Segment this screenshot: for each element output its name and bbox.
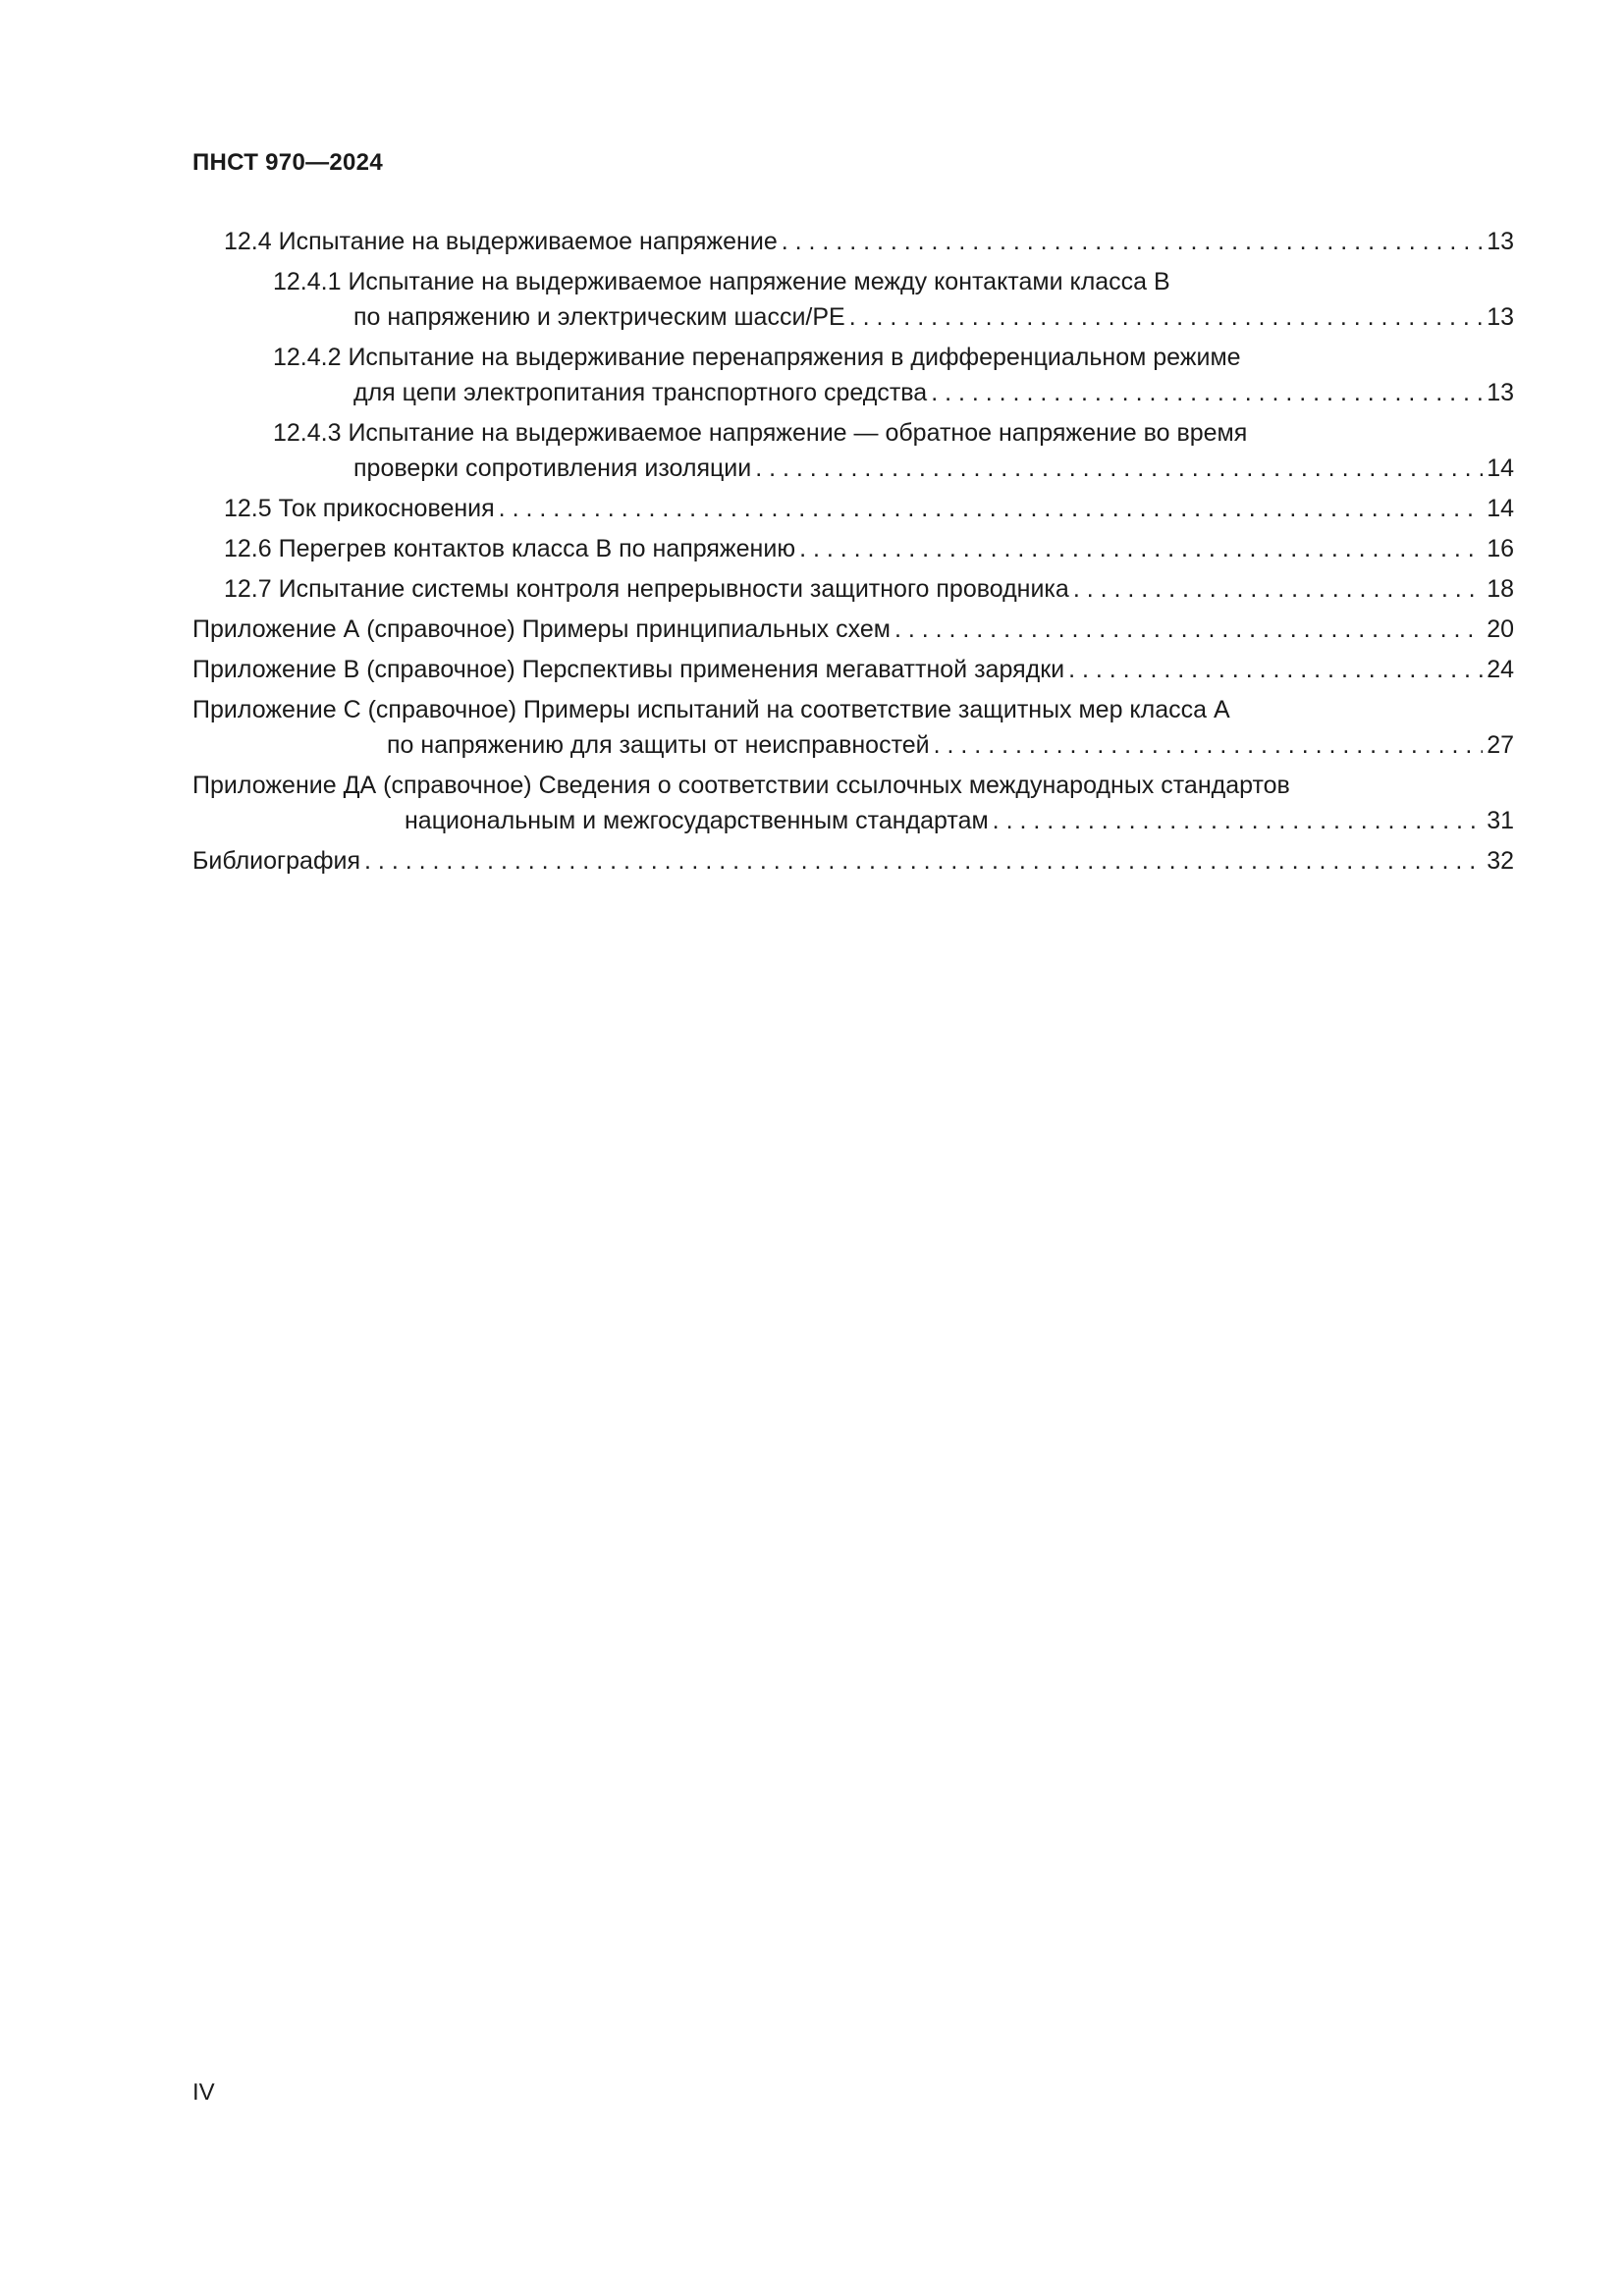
toc-page-number: 27 bbox=[1487, 731, 1514, 759]
toc-entry-appendix-c[interactable] bbox=[192, 692, 1514, 763]
leader-dots bbox=[782, 224, 1483, 259]
leader-dots bbox=[849, 299, 1483, 335]
toc-entry-title: Приложение А (справочное) Примеры принципиальных схем bbox=[192, 615, 891, 643]
toc-entry-title-cont: проверки сопротивления изоляции bbox=[353, 454, 752, 482]
toc-entry-12-7[interactable] bbox=[192, 571, 1514, 607]
leader-dots bbox=[993, 803, 1483, 838]
leader-dots bbox=[499, 491, 1483, 526]
toc-page-number: 14 bbox=[1487, 454, 1514, 482]
toc-page-number: 13 bbox=[1487, 303, 1514, 331]
leader-dots bbox=[364, 843, 1483, 879]
leader-dots bbox=[931, 375, 1483, 410]
toc-page-number: 20 bbox=[1487, 615, 1514, 643]
toc-entry-12-4-1[interactable] bbox=[192, 264, 1514, 335]
toc-page-number: 24 bbox=[1487, 656, 1514, 683]
toc-page-number: 31 bbox=[1487, 807, 1514, 834]
leader-dots bbox=[1068, 652, 1483, 687]
leader-dots bbox=[934, 727, 1483, 763]
toc-entry-title: 12.4.2 Испытание на выдерживание перенапряжения в дифференциальном режиме bbox=[273, 344, 1241, 371]
toc-entry-title: Приложение ДА (справочное) Сведения о соответствии ссылочных международных стандартов bbox=[192, 772, 1290, 799]
toc-entry-title: 12.4.3 Испытание на выдерживаемое напряжение — обратное напряжение во время bbox=[273, 419, 1248, 447]
toc-entry-bibliography[interactable] bbox=[192, 843, 1514, 879]
toc-page-number: 13 bbox=[1487, 228, 1514, 255]
toc-entry-title: 12.7 Испытание системы контроля непрерывности защитного проводника bbox=[224, 575, 1069, 603]
toc-page-number: 32 bbox=[1487, 847, 1514, 875]
toc-entry-title: 12.5 Ток прикосновения bbox=[224, 495, 495, 522]
toc-entry-appendix-a[interactable] bbox=[192, 612, 1514, 647]
toc-entry-title: Приложение С (справочное) Примеры испытаний на соответствие защитных мер класса А bbox=[192, 696, 1230, 723]
leader-dots bbox=[894, 612, 1483, 647]
toc-entry-title-cont: для цепи электропитания транспортного средства bbox=[353, 379, 928, 406]
toc-entry-12-5[interactable] bbox=[192, 491, 1514, 526]
table-of-contents bbox=[192, 224, 1514, 879]
toc-entry-12-4-3[interactable] bbox=[192, 415, 1514, 486]
toc-entry-title: 12.4.1 Испытание на выдерживаемое напряжение между контактами класса В bbox=[273, 268, 1170, 295]
leader-dots bbox=[799, 531, 1483, 566]
toc-entry-12-4-2[interactable] bbox=[192, 340, 1514, 410]
leader-dots bbox=[755, 451, 1483, 486]
toc-entry-title-cont: по напряжению для защиты от неисправностей bbox=[387, 731, 930, 759]
toc-entry-12-6[interactable] bbox=[192, 531, 1514, 566]
toc-entry-title: Приложение В (справочное) Перспективы применения мегаваттной зарядки bbox=[192, 656, 1065, 683]
toc-page-number: 14 bbox=[1487, 495, 1514, 522]
toc-entry-title-cont: по напряжению и электрическим шасси/PE bbox=[353, 303, 845, 331]
toc-page-number: 18 bbox=[1487, 575, 1514, 603]
toc-entry-appendix-da[interactable] bbox=[192, 768, 1514, 838]
toc-entry-title: 12.6 Перегрев контактов класса В по напряжению bbox=[224, 535, 796, 562]
page-number: IV bbox=[192, 2079, 215, 2106]
toc-entry-title: 12.4 Испытание на выдерживаемое напряжение bbox=[224, 228, 778, 255]
toc-page-number: 13 bbox=[1487, 379, 1514, 406]
toc-entry-title-cont: национальным и межгосударственным стандартам bbox=[405, 807, 989, 834]
leader-dots bbox=[1073, 571, 1483, 607]
toc-entry-title: Библиография bbox=[192, 847, 361, 875]
document-id: ПНСТ 970—2024 bbox=[192, 149, 383, 176]
toc-entry-12-4[interactable] bbox=[192, 224, 1514, 259]
toc-entry-appendix-b[interactable] bbox=[192, 652, 1514, 687]
toc-page-number: 16 bbox=[1487, 535, 1514, 562]
